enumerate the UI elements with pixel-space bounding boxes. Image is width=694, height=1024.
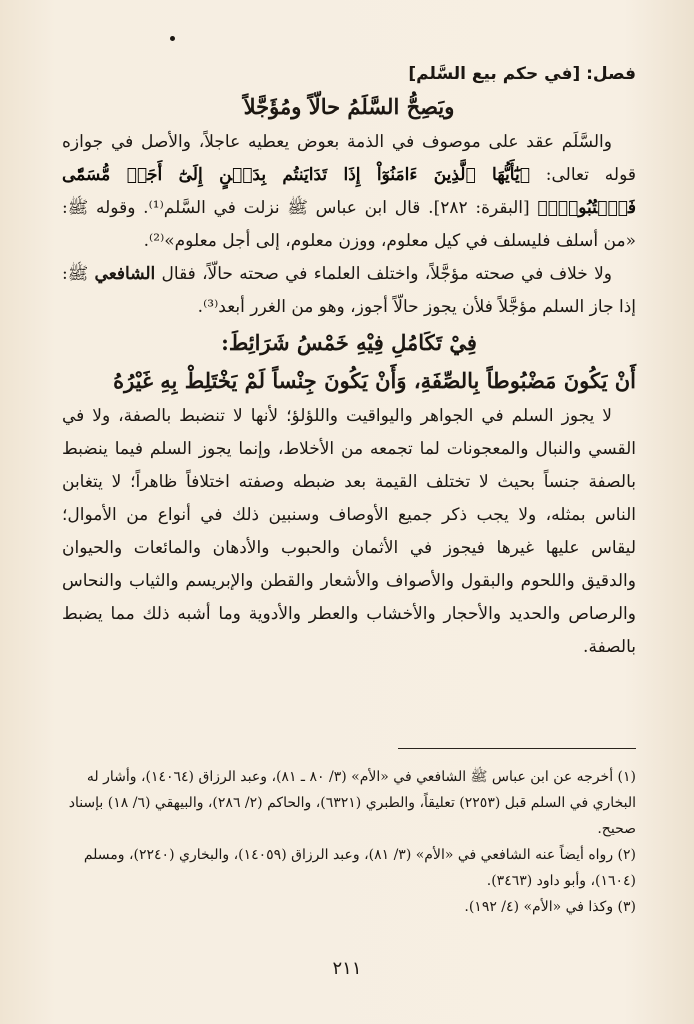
paragraph-1-text-a: والسَّلَم عقد على موصوف في الذمة بعوض يعطيه عاجلاً، والأصل في جوازه قوله تعالى:: [62, 132, 636, 185]
footnote-3: (٣) وكذا في «الأم» (٤/ ١٩٢).: [464, 899, 636, 915]
ink-dot: [170, 36, 175, 41]
matn-line-2: فِيْ تَكَامُلِ فِيْهِ خَمْسُ شَرَائِطَ:: [221, 330, 477, 355]
quran-verse: ﴿يَٰٓأَيُّهَا ٱلَّذِينَ ءَامَنُوٓاْ إِذَا تَدَايَنتُم بِدَيۡنٍ إِلَىٰٓ أَجَلٖ مُّسَمّٗى فَٱكۡتُبُوهُۚ﴾: [62, 165, 636, 218]
paragraph-2: [62, 258, 636, 324]
section-title: فصل: [في حكم بيع السَّلم]: [408, 64, 636, 84]
paragraph-2-text-c: .: [197, 297, 204, 317]
main-text: [62, 60, 636, 664]
footnote-2: (٢) رواه أيضاً عنه الشافعي في «الأم» (٣/ ٨١)، وعبد الرزاق (١٤٠٥٩)، والبخاري (٢٢٤٠)، ومسلم (١٦٠٤)، وأبو داود (٣٤٦٣).: [83, 847, 636, 889]
paragraph-2-text-a: ولا خلاف في صحته مؤجَّلاً، واختلف العلماء في صحته حالّاً، فقال: [155, 264, 612, 284]
footnotes: [62, 764, 636, 920]
footnote-marker-2: ⁽²⁾: [149, 231, 165, 251]
page-number: ٢١١: [332, 958, 362, 979]
paragraph-1-text-c: . وقوله ﷺ: «من أسلف فليسلف في كيل معلوم، ووزن معلوم، إلى أجل معلوم»: [62, 198, 636, 251]
matn-line-1: ويَصِحُّ السَّلَمُ حالّاً ومُؤَجَّلاً: [243, 94, 455, 119]
paragraph-1-text-b: [البقرة: ٢٨٢]. قال ابن عباس ﷺ نزلت في السَّلم: [163, 198, 538, 218]
footnote-marker-3: ⁽³⁾: [203, 297, 219, 317]
footnote-1: (١) أخرجه عن ابن عباس ﷺ الشافعي في «الأم» (٣/ ٨٠ ـ ٨١)، وعبد الرزاق (١٤٠٦٤)، وأشار له البخاري في السلم قبل (٢٢٥٣) تعليقاً، والطبري (٦٣٢١)، والحاكم (٢/ ٢٨٦)، والبيهقي (٦/ ١٨) بإسناد صحيح.: [68, 769, 636, 837]
shafii-name: الشافعي: [94, 264, 156, 284]
paragraph-1: [62, 126, 636, 258]
matn-line-3: أَنْ يَكُونَ مَضْبُوطاً بِالصِّفَةِ، وَأَنْ يَكُونَ جِنْساً لَمْ يَخْتَلِطْ بِهِ غَيْرُهُ: [113, 368, 636, 393]
paragraph-1-text-d: .: [143, 231, 150, 251]
footnote-divider: [398, 748, 636, 749]
footnote-marker-1: ⁽¹⁾: [148, 198, 164, 218]
paragraph-2-text-b: ﷺ: إذا جاز السلم مؤجَّلاً فلأن يجوز حالّاً أجوز، وهو من الغرر أبعد: [62, 264, 636, 317]
paragraph-3: لا يجوز السلم في الجواهر واليواقيت واللؤلؤ؛ لأنها لا تنضبط بالصفة، ولا في القسي والنبال والمعجونات لما تجمعه من الأخلاط، وإنما يجوز السلم فيما ينضبط بالصفة جنساً بحيث لا تختلف القيمة بعد ضبطه وصفته اختلافاً ظاهراً؛ لا يتغابن الناس بمثله، ولا يجب ذكر جميع الأوصاف وسنبين ذلك في أنواع من الأموال؛ ليقاس عليها غيرها فيجوز في الأثمان والحبوب والأدهان والمائعات والحيوان والدقيق واللحوم والبقول والأصواف والأشعار والقطن والإبريسم والثياب والنحاس والرصاص والحديد والأحجار والأخشاب والعطر والأدوية وما أشبه ذلك مما يضبط بالصفة.: [62, 406, 636, 657]
